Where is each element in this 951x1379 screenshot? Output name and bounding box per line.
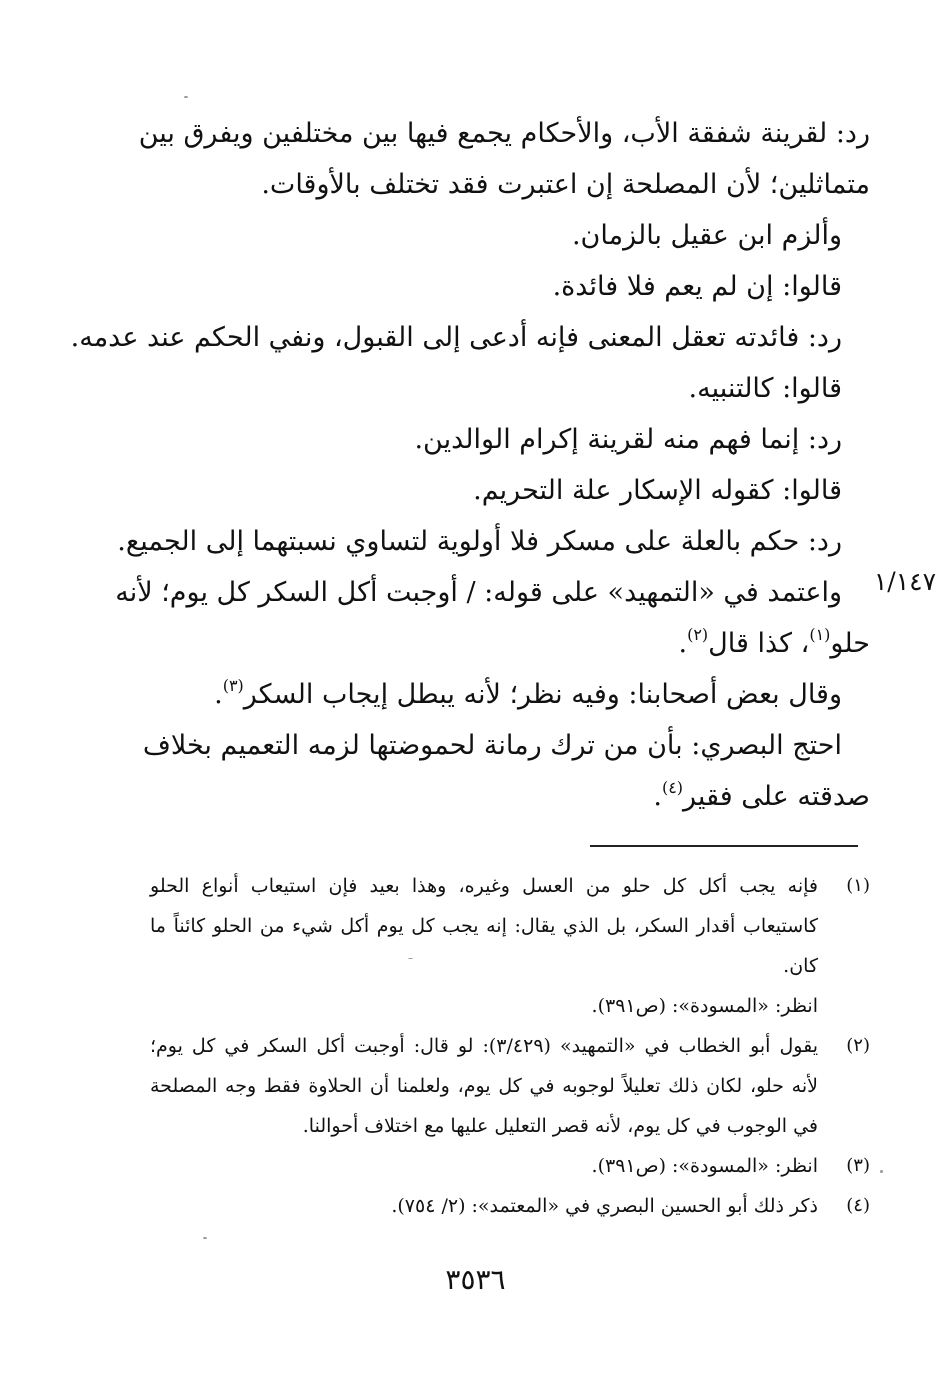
- footnote-line: في الوجوب في كل يوم، لأنه قصر التعليل عليها مع اختلاف أحوالنا.: [302, 1115, 818, 1137]
- page-number: ٣٥٣٦: [445, 1263, 506, 1296]
- text-segment: صدقته على فقير: [683, 781, 870, 812]
- text-segment: وقال بعض أصحابنا: وفيه نظر؛ لأنه يبطل إيجاب السكر: [243, 679, 842, 710]
- text-segment: .: [678, 628, 688, 659]
- footnotes: [150, 866, 870, 1226]
- scan-speck: [184, 96, 188, 98]
- text-segment: .: [653, 781, 662, 812]
- text-line: احتج البصري: بأن من ترك رمانة لحموضتها لزمه التعميم بخلاف: [142, 730, 842, 761]
- footnote-line: فإنه يجب أكل كل حلو من العسل وغيره، وهذا بعيد فإن استيعاب أنواع الحلو: [150, 875, 818, 897]
- footnote-marker: (٢): [687, 625, 709, 644]
- text-line: وألزم ابن عقيل بالزمان.: [571, 220, 842, 251]
- footnote: [150, 1146, 870, 1186]
- text-line: رد: حكم بالعلة على مسكر فلا أولوية لتساوي نسبتهما إلى الجميع.: [117, 526, 842, 557]
- footnote: [150, 866, 870, 1026]
- text-line: [150, 669, 870, 720]
- footnote-marker: (٣): [222, 676, 244, 695]
- text-line: رد: لقرينة شفقة الأب، والأحكام يجمع فيها بين مختلفين ويفرق بين: [138, 118, 870, 149]
- footnote-number: (٤): [846, 1195, 870, 1216]
- footnote: [150, 1026, 870, 1146]
- footnote-number: (٢): [846, 1035, 870, 1056]
- text-segment: .: [214, 679, 223, 710]
- text-line: قالوا: كالتنبيه.: [688, 373, 842, 404]
- footnote-line: يقول أبو الخطاب في «التمهيد» (٣/٤٢٩): لو قال: أوجبت أكل السكر في كل يوم؛: [150, 1035, 819, 1057]
- text-line: متماثلين؛ لأن المصلحة إن اعتبرت فقد تختلف بالأوقات.: [261, 169, 870, 200]
- footnote-number: (٣): [846, 1155, 870, 1176]
- text-line: [150, 618, 870, 669]
- footnote-line: ذكر ذلك أبو الحسين البصري في «المعتمد»: (٢/ ٧٥٤).: [391, 1195, 818, 1217]
- text-line: واعتمد في «التمهيد» على قوله: / أوجبت أكل السكر كل يوم؛ لأنه: [115, 577, 842, 608]
- footnote-line: لأنه حلو، لكان ذلك تعليلاً لوجوبه في كل يوم، ولعلمنا أن الحلاوة فقط وجه المصلحة: [150, 1075, 818, 1097]
- text-line: قالوا: كقوله الإسكار علة التحريم.: [473, 475, 842, 506]
- text-line: رد: فائدته تعقل المعنى فإنه أدعى إلى القبول، ونفي الحكم عند عدمه.: [70, 322, 842, 353]
- footnote-line: انظر: «المسودة»: (ص٣٩١).: [591, 1155, 818, 1177]
- footnote: [150, 1186, 870, 1226]
- footnote-line: كان.: [783, 955, 818, 977]
- scan-speck: [880, 1170, 883, 1173]
- main-text: [70, 108, 870, 822]
- footnote-line: كاستيعاب أقدار السكر، بل الذي يقال: إنه يجب كل يوم أكل شيء من الحلو كائناً ما: [150, 915, 818, 937]
- text-line: [150, 771, 870, 822]
- footnote-marker: (٤): [661, 778, 684, 797]
- text-line: قالوا: إن لم يعم فلا فائدة.: [552, 271, 842, 302]
- footnote-separator: [590, 845, 858, 847]
- margin-reference: ١/١٤٧: [873, 567, 936, 596]
- scan-speck: [408, 958, 413, 959]
- scan-speck: [203, 1237, 207, 1239]
- text-segment: ، كذا قال: [708, 628, 810, 659]
- footnote-line: انظر: «المسودة»: (ص٣٩١).: [591, 995, 818, 1017]
- text-line: رد: إنما فهم منه لقرينة إكرام الوالدين.: [414, 424, 842, 455]
- footnote-number: (١): [846, 875, 870, 896]
- footnote-marker: (١): [809, 625, 831, 644]
- text-segment: حلو: [830, 628, 870, 659]
